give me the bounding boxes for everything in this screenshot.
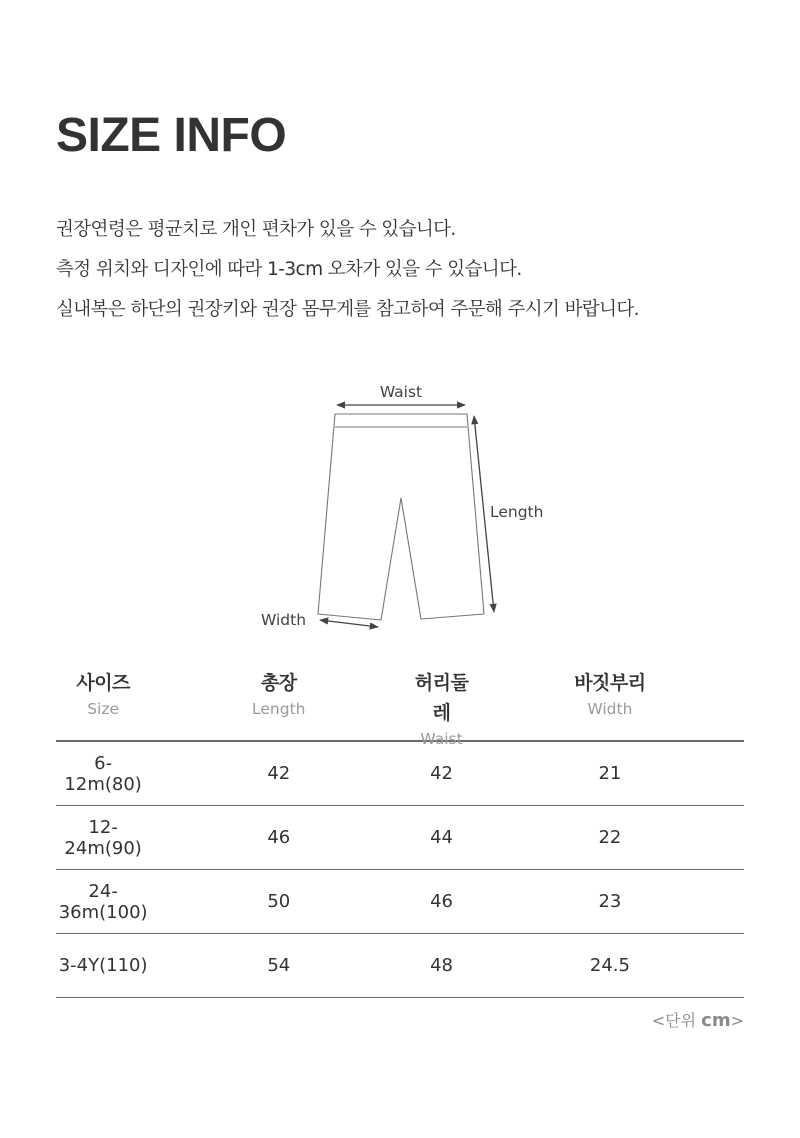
size-table [56,668,744,998]
notes-list [56,210,639,330]
header-length: 총장 Length [252,672,306,718]
cell-length: 54 [267,955,291,976]
cell-waist: 46 [430,891,453,912]
cell-width: 24.5 [589,955,630,976]
cell-waist: 48 [430,955,453,976]
pants-outline [318,414,484,620]
cell-width: 22 [598,827,622,848]
cell-length: 46 [267,827,291,848]
cell-waist: 42 [430,763,453,784]
pants-diagram [0,370,800,640]
note-item: 실내복은 하단의 권장키와 권장 몸무게를 참고하여 주문해 주시기 바랍니다. [56,299,639,320]
table-row [56,870,744,934]
length-label: Length [490,503,544,521]
note-item: 권장연령은 평균치로 개인 편차가 있을 수 있습니다. [56,219,456,240]
cell-size: 24-36m(100) [58,880,148,923]
table-header [56,668,744,748]
header-size: 사이즈 Size [76,672,130,718]
cell-waist: 44 [430,827,453,848]
unit-note: <단위 cm> [651,1010,744,1031]
table-row [56,806,744,870]
header-width: 바짓부리 Width [574,672,646,718]
cell-width: 23 [598,891,622,912]
cell-size: 6-12m(80) [64,752,142,795]
table-row [56,742,744,806]
cell-size: 3-4Y(110) [58,955,148,976]
cell-length: 50 [267,891,291,912]
width-arrow [320,620,378,627]
note-item: 측정 위치와 디자인에 따라 1-3cm 오차가 있을 수 있습니다. [56,259,522,280]
waist-label: Waist [379,383,423,401]
page-title: SIZE INFO [56,109,287,162]
table-row [56,934,744,998]
cell-size: 12-24m(90) [64,816,142,859]
width-label: Width [261,611,307,629]
header-waist: 허리둘레 Waist [414,672,469,748]
cell-width: 21 [598,763,622,784]
cell-length: 42 [267,763,291,784]
